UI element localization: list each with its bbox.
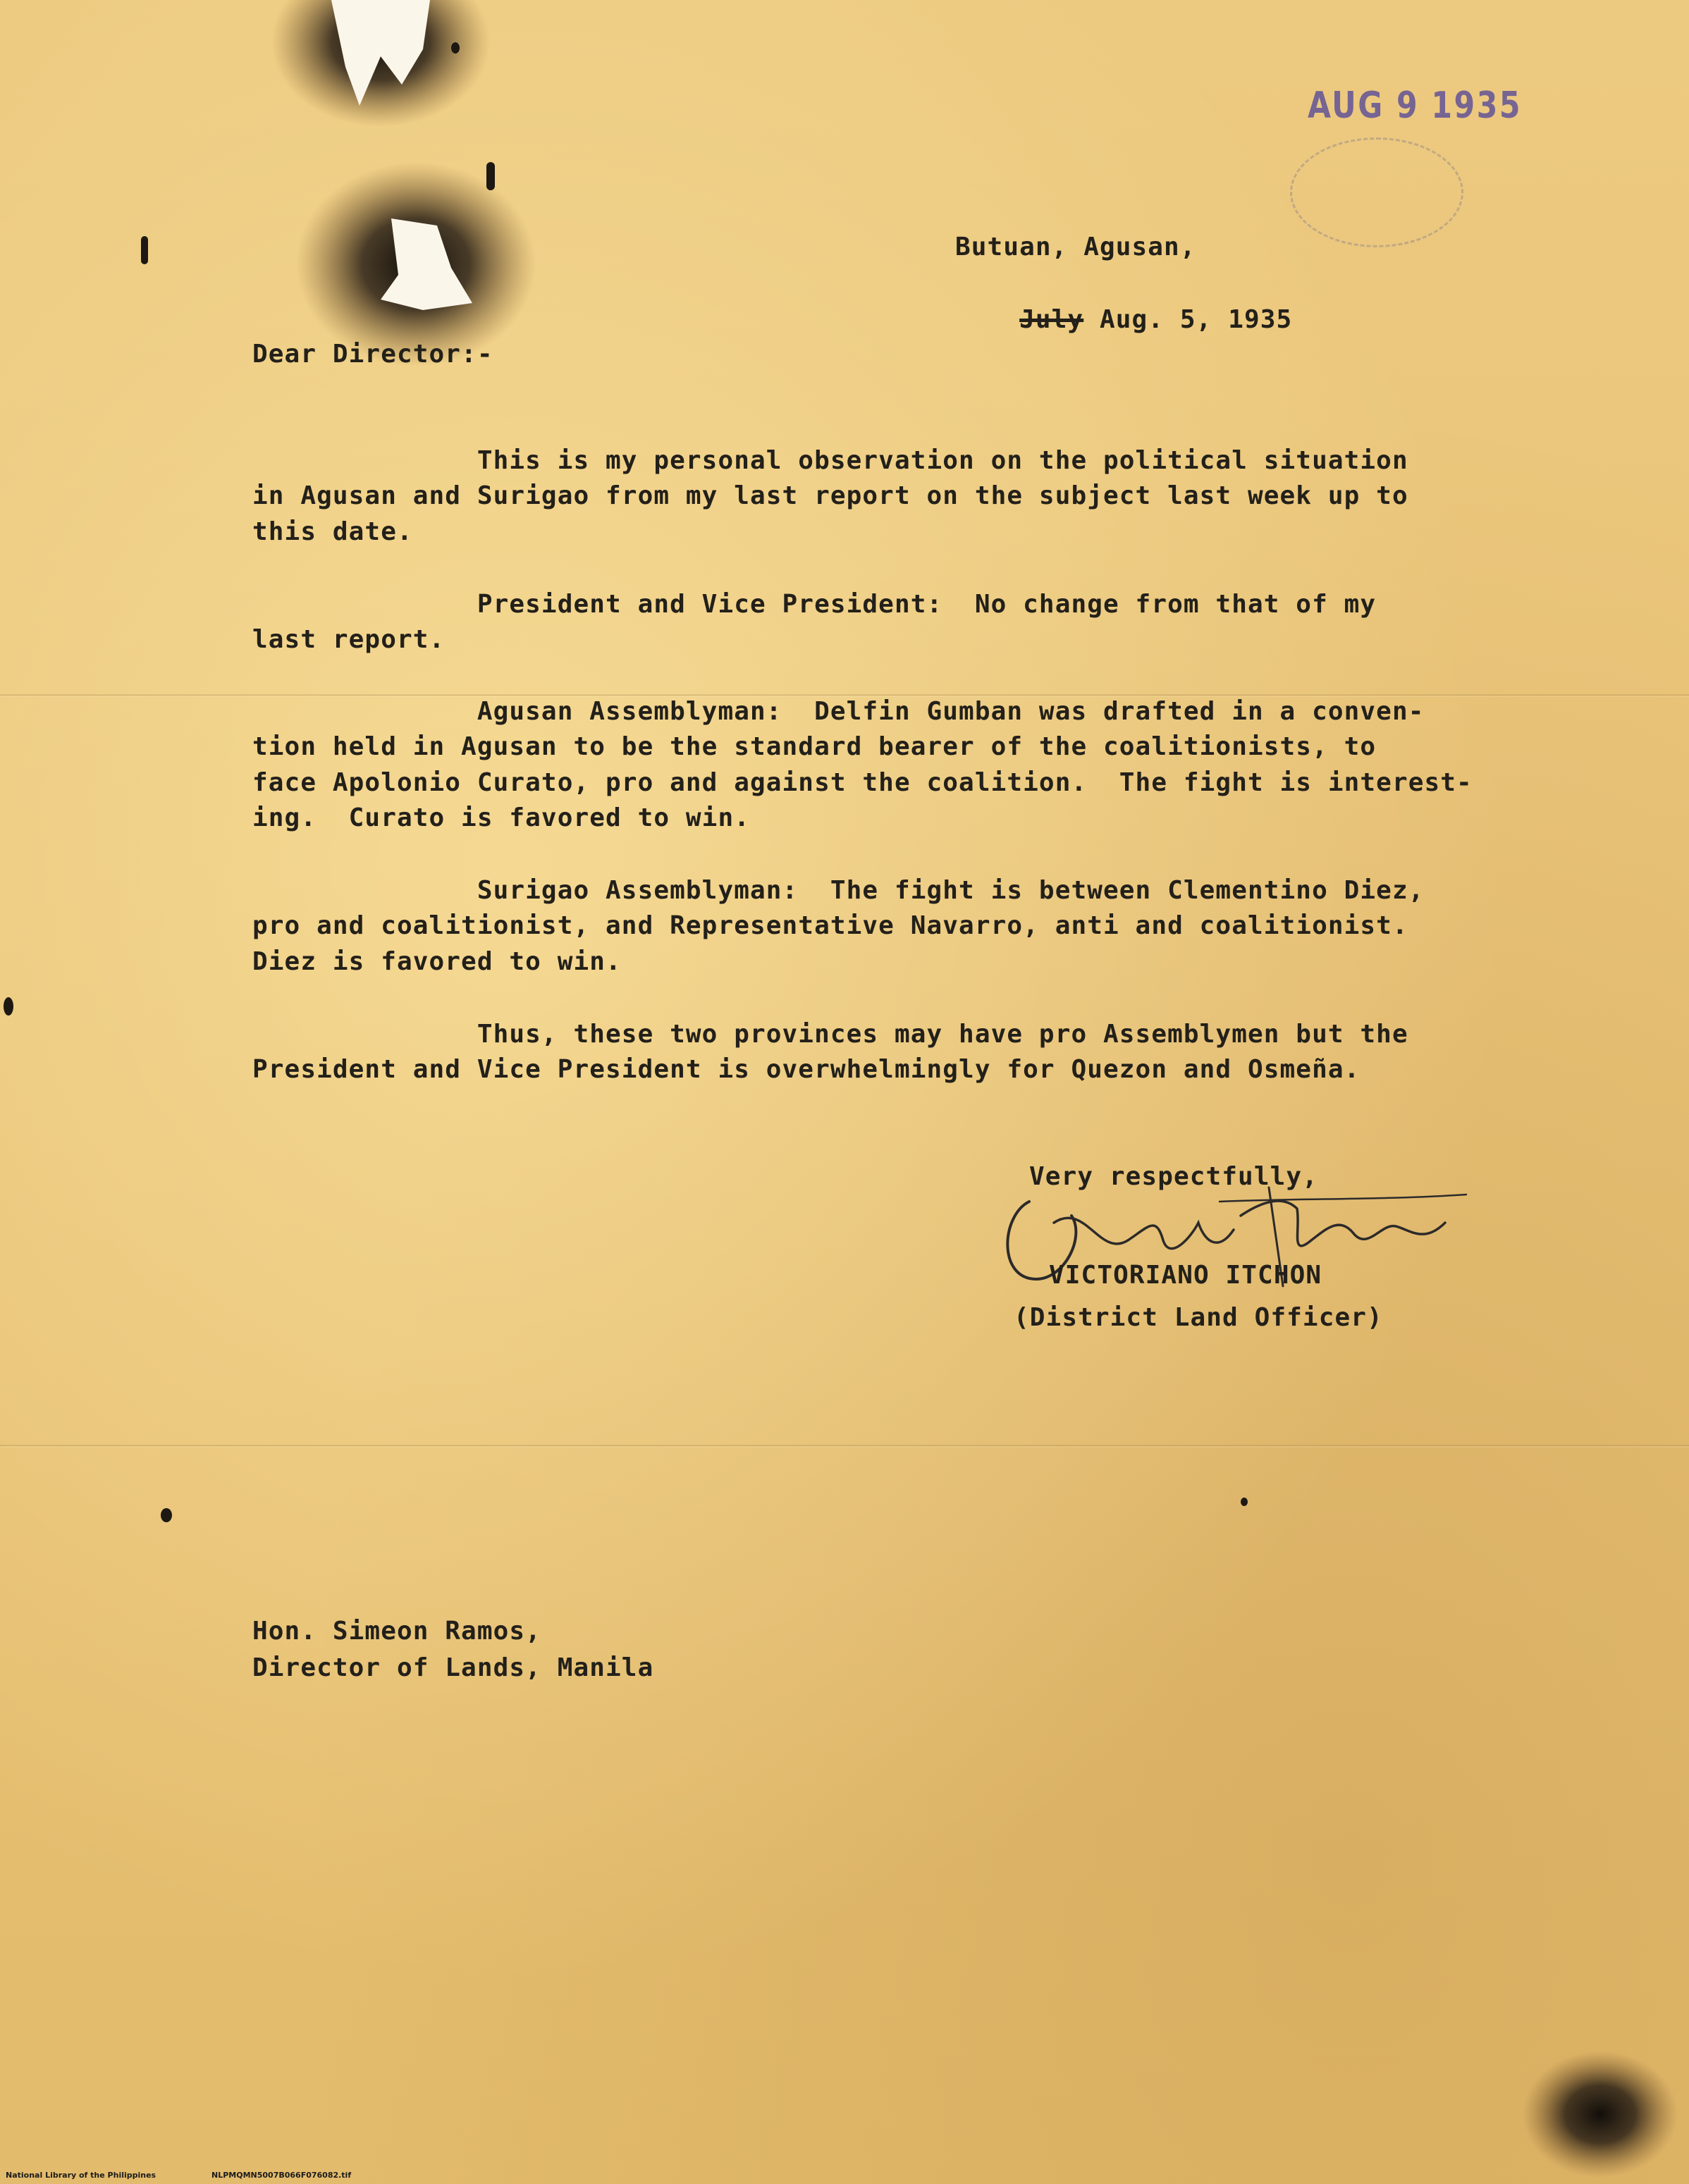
received-date-stamp: AUG 9 1935 [1308,85,1522,127]
addressee-title: Director of Lands, Manila [252,1653,654,1682]
body-line: pro and coalitionist, and Representative Navarro, anti and coalitionist. [252,911,1408,940]
scan-filename: NLPMQMN5007B066F076082.tif [211,2171,352,2180]
ink-speck [161,1508,172,1522]
body-paragraph-5 [252,981,1408,1088]
body-line: tion held in Agusan to be the standard bearer of the coalitionists, to [252,732,1377,761]
stamp-ring [1290,137,1463,247]
body-line: Thus, these two provinces may have pro Assemblymen but the [252,1019,1408,1049]
body-line: Diez is favored to win. [252,946,622,976]
body-paragraph-2 [252,551,1376,658]
body-paragraph-1 [252,407,1408,550]
scan-credit: National Library of the Philippines [6,2171,156,2180]
struck-month: July [1019,304,1084,334]
ink-speck [4,997,13,1016]
body-line: ing. Curato is favored to win. [252,803,750,832]
body-line: Surigao Assemblyman: The fight is between Clementino Diez, [252,875,1425,905]
salutation: Dear Director:- [252,340,493,369]
body-line: President and Vice President is overwhelmingly for Quezon and Osmeña. [252,1055,1361,1084]
signer-name: VICTORIANO ITCHON [1049,1261,1322,1290]
date-line [955,266,1292,374]
body-paragraph-3 [252,658,1473,837]
body-line: face Apolonio Curato, pro and against the coalition. The fight is interest- [252,767,1473,797]
letter-date: Aug. 5, 1935 [1100,304,1293,334]
body-line: in Agusan and Surigao from my last report on the subject last week up to [252,481,1408,510]
body-line: President and Vice President: No change from that of my [252,589,1377,619]
signer-title: (District Land Officer) [1014,1303,1383,1332]
addressee-name: Hon. Simeon Ramos, [252,1617,541,1646]
body-line: Agusan Assemblyman: Delfin Gumban was drafted in a conven- [252,696,1425,726]
burn-spot-bottom [1523,2051,1678,2178]
body-paragraph-4 [252,837,1425,980]
body-line: this date. [252,517,413,546]
place-line: Butuan, Agusan, [955,233,1196,261]
closing: Very respectfully, [1029,1162,1318,1191]
ink-speck [451,42,460,54]
ink-speck [141,236,148,264]
ink-speck [486,162,495,190]
ink-speck [1241,1498,1248,1506]
body-line: This is my personal observation on the political situation [252,445,1408,475]
body-line: last report. [252,625,446,654]
